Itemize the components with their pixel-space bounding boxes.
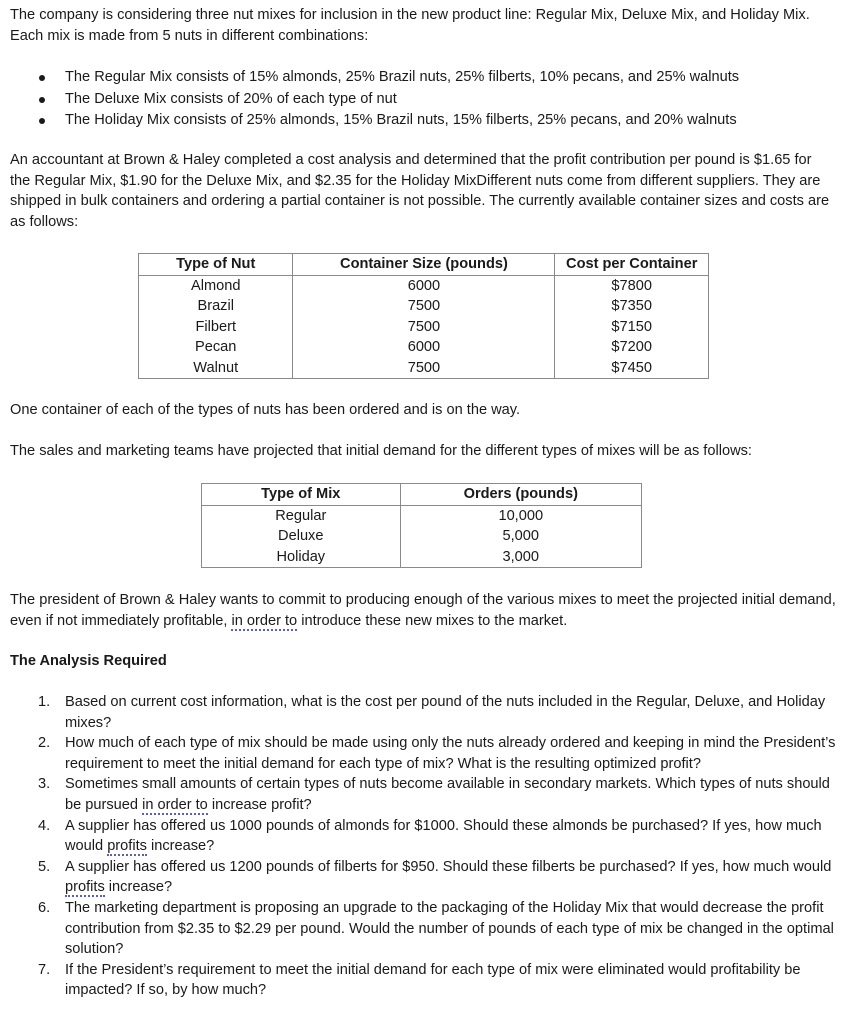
table-header-row (202, 484, 642, 506)
table-cell: 7500 (293, 358, 555, 379)
table-cell: Almond (139, 275, 293, 296)
column-header: Orders (pounds) (400, 484, 641, 506)
table-cell: Brazil (139, 296, 293, 317)
demand-intro-line: The sales and marketing teams have projected that initial demand for the different types of mixes will be as follows: (10, 443, 752, 459)
table-cell: Holiday (202, 547, 401, 568)
list-item: The Holiday Mix consists of 25% almonds, 15% Brazil nuts, 15% filberts, 25% pecans, and 20% walnuts (10, 110, 844, 132)
table-row (139, 358, 709, 379)
list-item: 7. If the President’s requirement to meet the initial demand for each type of mix were eliminated would profitability be impacted? If so, by how much? (38, 961, 801, 999)
grammar-underline: in order to (231, 612, 298, 629)
table-cell: Walnut (139, 358, 293, 379)
table-row (202, 505, 642, 526)
grammar-underline: profits (65, 879, 105, 896)
container-table (138, 253, 709, 379)
table-cell: $7350 (555, 296, 709, 317)
president-paragraph: The president of Brown & Haley wants to commit to producing enough of the various mixes to meet the projected initial demand, even if not immediately profitable, in order to introduce these new mixes to the market. (10, 592, 836, 629)
column-header: Type of Nut (139, 254, 293, 276)
table-cell: 7500 (293, 296, 555, 317)
table-cell: 7500 (293, 317, 555, 338)
list-item: 5. A supplier has offered us 1200 pounds of filberts for $950. Should these filberts be purchased? If yes, how much would profits increase? (38, 858, 832, 896)
grammar-underline: in order to (142, 796, 208, 813)
table-cell: Pecan (139, 337, 293, 358)
mix-composition-list (10, 67, 844, 132)
table-header-row (139, 254, 709, 276)
table-cell: $7150 (555, 317, 709, 338)
order-status-line: One container of each of the types of nuts has been ordered and is on the way. (10, 402, 521, 418)
table-cell: 6000 (293, 275, 555, 296)
section-heading: The Analysis Required (10, 653, 167, 669)
list-item: The Regular Mix consists of 15% almonds, 25% Brazil nuts, 25% filberts, 10% pecans, and 25% walnuts (10, 67, 844, 89)
table-cell: Regular (202, 505, 401, 526)
table-row (139, 337, 709, 358)
table-cell: $7200 (555, 337, 709, 358)
list-item: 4. A supplier has offered us 1000 pounds of almonds for $1000. Should these almonds be purchased? If yes, how much would profits increase? (38, 817, 822, 855)
grammar-underline: profits (107, 838, 147, 855)
table-cell: Filbert (139, 317, 293, 338)
table-row (139, 275, 709, 296)
table-cell: 10,000 (400, 505, 641, 526)
bullet-icon (39, 75, 45, 81)
column-header: Type of Mix (202, 484, 401, 506)
list-item: 6. The marketing department is proposing an upgrade to the packaging of the Holiday Mix that would decrease the profit contribution from $2.35 to $2.29 per pound. Would the number of pounds of each type of mix be changed in the optimal solution? (38, 899, 834, 958)
cost-analysis-paragraph: An accountant at Brown & Haley completed a cost analysis and determined that the profit contribution per pound is $1.65 for the Regular Mix, $1.90 for the Deluxe Mix, and $2.35 for the Holiday MixDifferent nuts come from different suppliers. They are shipped in bulk containers and ordering a partial container is not possible. The currently available container sizes and costs are as follows: (10, 152, 830, 230)
bullet-icon (39, 97, 45, 103)
table-row (202, 526, 642, 547)
table-cell: $7800 (555, 275, 709, 296)
demand-table (201, 483, 642, 568)
list-item: 3. Sometimes small amounts of certain types of nuts become available in secondary markets. Which types of nuts should be pursued in order to increase profit? (38, 776, 830, 813)
bullet-icon (39, 118, 45, 124)
column-header: Cost per Container (555, 254, 709, 276)
list-item: 1. Based on current cost information, what is the cost per pound of the nuts included in the Regular, Deluxe, and Holiday mixes? (38, 694, 826, 731)
list-item: 2. How much of each type of mix should be made using only the nuts already ordered and keeping in mind the President’s requirement to meet the initial demand for each type of mix? What is the resulting optimized profit? (38, 735, 836, 772)
analysis-question-list (10, 692, 838, 1001)
table-row (202, 547, 642, 568)
column-header: Container Size (pounds) (293, 254, 555, 276)
table-cell: 3,000 (400, 547, 641, 568)
table-cell: Deluxe (202, 526, 401, 547)
table-cell: 5,000 (400, 526, 641, 547)
list-item: The Deluxe Mix consists of 20% of each type of nut (10, 89, 844, 111)
table-cell: 6000 (293, 337, 555, 358)
table-row (139, 296, 709, 317)
intro-paragraph: The company is considering three nut mixes for inclusion in the new product line: Regular Mix, Deluxe Mix, and Holiday Mix. Each mix is made from 5 nuts in different combinations: (10, 7, 810, 44)
table-cell: $7450 (555, 358, 709, 379)
table-row (139, 317, 709, 338)
